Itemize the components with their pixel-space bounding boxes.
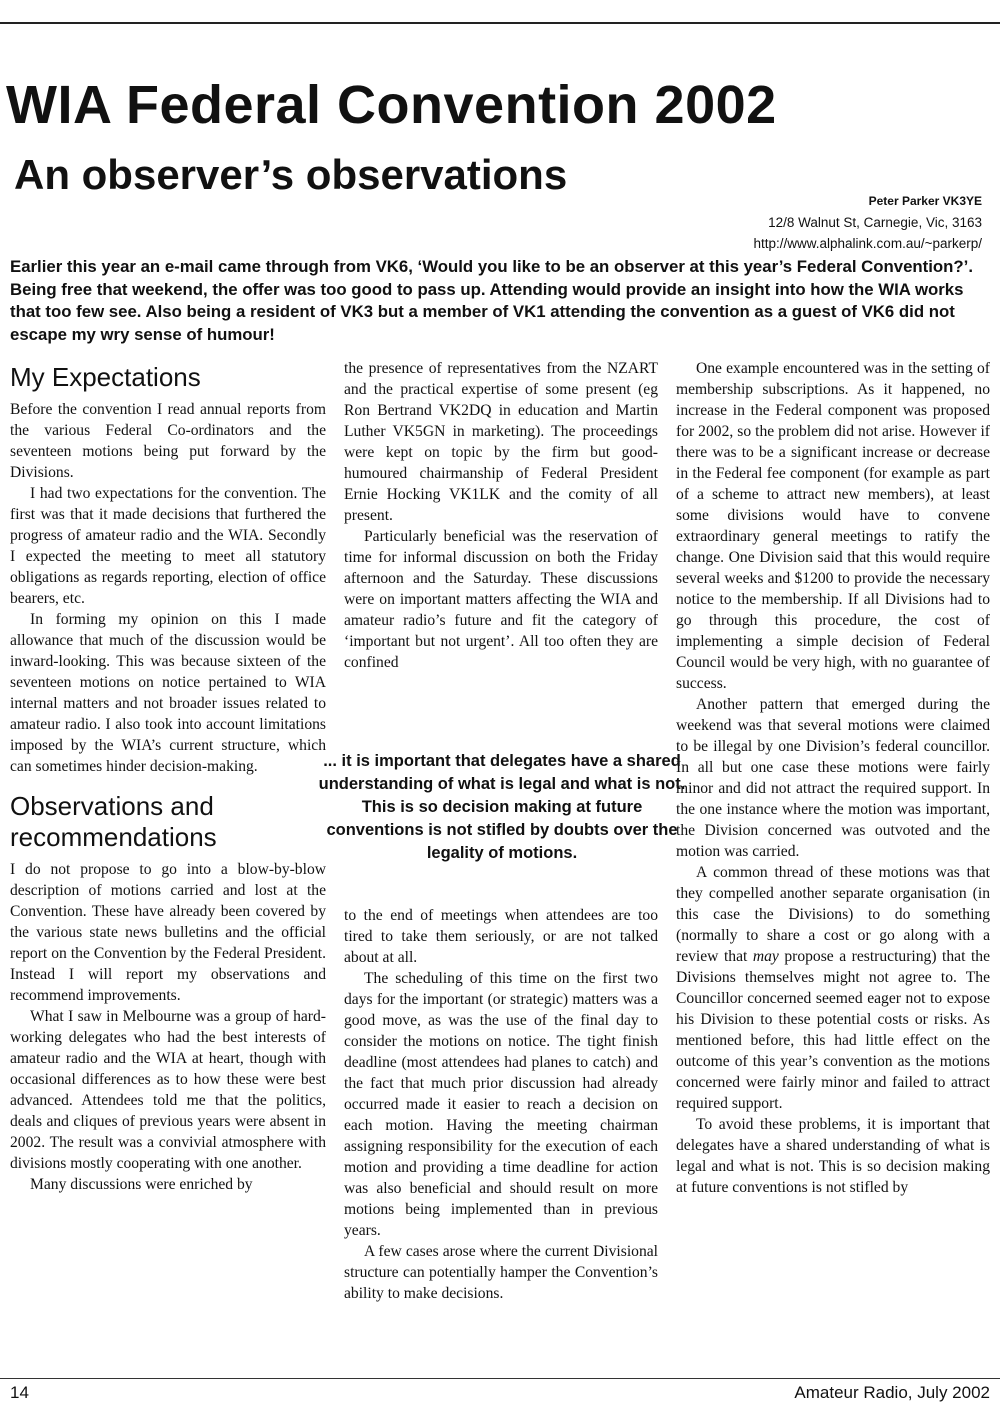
body-paragraph: In forming my opinion on this I made allowance that much of the discussion would be inward-looking. This was because sixteen of the seventeen motions on notice pertained to WIA internal matters and not broader issues related to amateur radio. I also took into account limitations imposed by the WIA’s current structure, which can sometimes hinder decision-making. [10,611,326,775]
body-paragraph: Before the convention I read annual reports from the various Federal Co-ordinators and the seventeen motions being put forward by the Divisions. [10,401,326,481]
page-number: 14 [10,1383,29,1402]
body-paragraph: I had two expectations for the convention. The first was that it made decisions that furthered the progress of amateur radio and the WIA. Secondly I expected the meeting to meet all statutory obligations as regards reporting, election of office bearers, etc. [10,485,326,607]
intro-paragraph: Earlier this year an e-mail came through from VK6, ‘Would you like to be an observer at this year’s Federal Convention?’. Being free that weekend, the offer was too good to pass up. Attending would provide an insight into how the WIA works that too few see. Also being a resident of VK3 but a member of VK1 attending the convention as a guest of VK6 did not escape my wry sense of humour! [10,257,974,344]
heading-observations: Observations and recommendations [10,791,217,852]
author-name: Peter Parker VK3YE [868,194,982,208]
column-2-bottom [344,905,658,1304]
footer-rule [0,1378,1000,1379]
body-paragraph [676,862,990,1114]
body-paragraph: One example encountered was in the setting of membership subscriptions. As it happened, no increase in the Federal component was proposed for 2002, so the problem did not arise. However if there was to be a significant increase or decrease in the Federal fee component (for example as part of a scheme to attract new members), at least some divisions would have to convene extraordinary general meetings to ratify the change. One Division said that this would require several weeks and $1200 to provide the necessary notice to the membership. If all Divisions had to go through this procedure, the cost of implementing a simple decision of Federal Council would be very high, with no guarantee of success. [676,360,990,692]
top-rule [0,22,1000,24]
byline [754,191,983,254]
body-paragraph: Particularly beneficial was the reservation of time for informal discussion on both the Friday afternoon and the Saturday. These discussions were on important matters affecting the WIA and amateur radio’s future and fit the category of ‘important but not urgent’. All too often they are confined [344,528,658,671]
column-2-top [344,358,658,673]
body-paragraph: Many discussions were enriched by [30,1176,253,1193]
body-text: A common thread of these motions was that they compelled another separate organisation (in this case the Divisions) to do something (normally to share a cost or go along with a review that [676,864,990,965]
body-paragraph: I do not propose to go into a blow-by-blow description of motions carried and lost at the Convention. These have already been covered by the various state news bulletins and the official report on the Convention by the Federal President. Instead I will report my observations and recommend improvements. [10,861,326,1004]
column-1 [10,360,326,1195]
publication-name: Amateur Radio, July 2002 [794,1383,990,1402]
body-paragraph: Another pattern that emerged during the weekend was that several motions were claimed to be illegal by one Division’s federal councillor. In all but one case these motions were fairly minor and did not attract the required support. In the one instance where the motion was important, the Division concerned was outvoted and the motion was carried. [676,696,990,860]
body-paragraph: the presence of representatives from the NZART and the practical expertise of some present (eg Ron Bertrand VK2DQ in education and Martin Luther VK5GN in marketing). The proceedings were kept on topic by the firm but good-humoured chairmanship of Federal President Ernie Hocking VK1LK and the comity of all present. [344,360,658,524]
body-paragraph: to the end of meetings when attendees are too tired to take them seriously, or are not talked about at all. [344,907,658,966]
column-3 [676,358,990,1198]
article-subtitle: An observer’s observations [14,151,568,198]
emphasis-text: may [752,948,779,965]
body-paragraph: To avoid these problems, it is important that delegates have a shared understanding of what is legal and what is not. This is so decision making at future conventions is not stifled by [676,1116,990,1196]
body-text: propose a restructuring) that the Divisions themselves might not agree to. The Councillor concerned seemed eager not to expose his Division to these potential costs or risks. As mentioned before, this had little effect on the outcome of this year’s convention as the motions concerned were fairly minor and failed to attract required support. [676,948,990,1112]
body-paragraph: What I saw in Melbourne was a group of hard-working delegates who had the best interests of amateur radio and the WIA at heart, though with occasional differences as to how these were best advanced. Attendees told me that the politics, deals and cliques of previous years were absent in 2002. The result was a convivial atmosphere with divisions mostly cooperating with one another. [10,1008,326,1172]
heading-my-expectations: My Expectations [10,362,201,392]
author-url: http://www.alphalink.com.au/~parkerp/ [753,236,982,251]
article-title: WIA Federal Convention 2002 [6,75,777,135]
body-paragraph: A few cases arose where the current Divisional structure can potentially hamper the Convention’s ability to make decisions. [344,1243,658,1302]
body-paragraph: The scheduling of this time on the first two days for the important (or strategic) matters was a good move, as was the use of the final day to consider the motions on notice. The tight finish deadline (most attendees had planes to catch) and the fact that much prior discussion had already occurred made it easier to reach a decision on each motion. Having the meeting chairman assigning responsibility for the execution of each motion and providing a time deadline for action was also beneficial and should result on more motions being implemented than in previous years. [344,970,658,1239]
pull-quote: ... it is important that delegates have a shared understanding of what is legal and what is not. This is so decision making at future conventions is not stifled by doubts over the legality of motions. [318,752,686,862]
author-address: 12/8 Walnut St, Carnegie, Vic, 3163 [768,215,982,230]
